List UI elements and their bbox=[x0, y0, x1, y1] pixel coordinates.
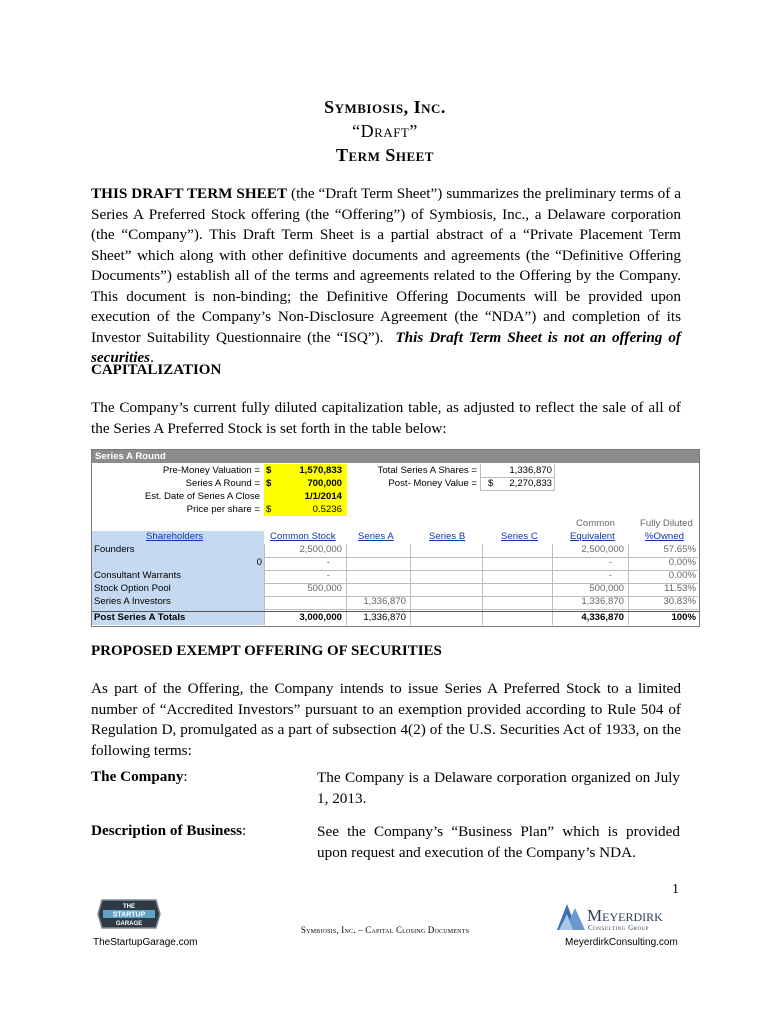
row-pct: 0.00% bbox=[668, 557, 696, 568]
meyerdirk-sub: Consulting Group bbox=[588, 924, 649, 932]
pre-money-label: Pre-Money Valuation = bbox=[162, 465, 260, 476]
row-series-a: 1,336,870 bbox=[363, 596, 406, 607]
term-value-company: The Company is a Delaware corporation organized on July 1, 2013. bbox=[317, 769, 680, 807]
price-value: 0.5236 bbox=[312, 504, 342, 515]
row-equivalent: - bbox=[608, 557, 612, 568]
term-label-company: The Company: bbox=[91, 768, 188, 785]
row-pct: 0.00% bbox=[668, 570, 696, 581]
capitalization-text: The Company’s current fully diluted capitalization table, as adjusted to reflect the sale of all of the Series A Preferred Stock is set forth in the table below: bbox=[91, 399, 681, 437]
draft-label: “Draft” bbox=[352, 121, 418, 141]
offering-text: As part of the Offering, the Company intends to issue Series A Preferred Stock to a limited number of “Accredited Investors” pursuant to an exemption provided according to Rule 504 of Regulation D, promulgated as a part of subsection 4(2) of the U.S. Securities Act of 1933, on the following terms: bbox=[91, 680, 681, 759]
row-name: Founders bbox=[94, 544, 135, 555]
col-top-common: Common bbox=[576, 518, 615, 529]
row-name: Stock Option Pool bbox=[94, 583, 171, 594]
close-date-label: Est. Date of Series A Close bbox=[144, 491, 260, 502]
col-shareholders: Shareholders bbox=[146, 531, 204, 542]
series-a-round-label: Series A Round = bbox=[185, 478, 260, 489]
row-name: Consultant Warrants bbox=[94, 570, 182, 581]
row-common: - bbox=[326, 570, 330, 581]
col-series-c: Series C bbox=[501, 531, 538, 542]
col-top-fully-diluted: Fully Diluted bbox=[640, 518, 693, 529]
totals-name: Post Series A Totals bbox=[94, 612, 186, 623]
term-value-business: See the Company’s “Business Plan” which is provided upon request and execution of the Company’s NDA. bbox=[317, 823, 680, 861]
row-common: - bbox=[326, 557, 330, 568]
footer-document-title: Symbiosis, Inc. – Capital Closing Documents bbox=[300, 925, 470, 935]
page-number: 1 bbox=[672, 882, 679, 897]
post-money-value: 2,270,833 bbox=[509, 478, 552, 489]
term-label-business: Description of Business: bbox=[91, 822, 247, 839]
post-money-label: Post- Money Value = bbox=[388, 478, 477, 489]
row-equivalent: 2,500,000 bbox=[581, 544, 624, 555]
price-label: Price per share = bbox=[186, 504, 260, 515]
intro-emphasis: This Draft Term Sheet is not an offering of securities bbox=[91, 328, 681, 366]
col-series-a: Series A bbox=[358, 531, 394, 542]
row-common: 500,000 bbox=[307, 583, 342, 594]
total-shares-label: Total Series A Shares = bbox=[377, 465, 477, 476]
cap-table bbox=[91, 449, 700, 627]
company-title: Symbiosis, Inc. bbox=[324, 97, 446, 117]
col-series-b: Series B bbox=[429, 531, 466, 542]
row-name: Series A Investors bbox=[94, 596, 171, 607]
total-shares-value: 1,336,870 bbox=[509, 465, 552, 476]
capitalization-heading: CAPITALIZATION bbox=[91, 362, 222, 378]
row-pct: 30.83% bbox=[663, 596, 696, 607]
logo-text-startup: STARTUP bbox=[112, 911, 146, 919]
close-date-value: 1/1/2014 bbox=[304, 491, 342, 502]
intro-tail: . bbox=[150, 349, 154, 366]
totals-common: 3,000,000 bbox=[299, 612, 342, 623]
currency-symbol: $ bbox=[488, 478, 494, 489]
cap-table-header: Series A Round bbox=[92, 450, 699, 463]
pre-money-value: 1,570,833 bbox=[299, 465, 342, 476]
title-block bbox=[0, 95, 770, 167]
row-equivalent: 1,336,870 bbox=[581, 596, 624, 607]
currency-symbol: $ bbox=[266, 478, 272, 489]
meyerdirk-name: Meyerdirk bbox=[587, 906, 663, 925]
row-common: 2,500,000 bbox=[299, 544, 342, 555]
startup-garage-url: TheStartupGarage.com bbox=[93, 937, 198, 948]
offering-heading: PROPOSED EXEMPT OFFERING OF SECURITIES bbox=[91, 643, 442, 659]
currency-symbol: $ bbox=[266, 504, 272, 515]
currency-symbol: $ bbox=[266, 465, 272, 476]
row-pct: 11.53% bbox=[664, 583, 696, 594]
col-common-stock: Common Stock bbox=[270, 531, 336, 542]
row-pct: 57.65% bbox=[663, 544, 696, 555]
row-equivalent: 500,000 bbox=[589, 583, 624, 594]
intro-lead: THIS DRAFT TERM SHEET bbox=[91, 185, 288, 202]
totals-series-a: 1,336,870 bbox=[363, 612, 406, 623]
intro-paragraph bbox=[91, 184, 681, 369]
logo-text-garage: GARAGE bbox=[115, 921, 143, 927]
logo-text-the: THE bbox=[123, 904, 135, 910]
meyerdirk-url: MeyerdirkConsulting.com bbox=[565, 937, 678, 948]
col-pct-owned: %Owned bbox=[645, 531, 684, 542]
totals-equivalent: 4,336,870 bbox=[581, 612, 624, 623]
row-name: 0 bbox=[256, 557, 262, 568]
intro-body: (the “Draft Term Sheet”) summarizes the preliminary terms of a Series A Preferred Stock offering (the “Offering”) of Symbiosis, Inc., a Delaware corporation (the “Company”). This Draft Term Sheet is a partial abstract of a “Private Placement Term Sheet” which along with other definitive documents and agreements (the “Definitive Offering Documents”) establish all of the terms and agreements related to the Offering by the Company. This document is non-binding; the Definitive Offering Documents will be provided upon execution of the Company’s Non-Disclosure Agreement (the “NDA”) and completion of its Investor Suitability Questionnaire (the “ISQ”). bbox=[91, 185, 681, 346]
row-equivalent: - bbox=[608, 570, 612, 581]
meyerdirk-logo bbox=[555, 898, 685, 934]
term-sheet-title: Term Sheet bbox=[336, 145, 434, 165]
series-a-round-value: 700,000 bbox=[307, 478, 342, 489]
col-equivalent: Equivalent bbox=[570, 531, 615, 542]
totals-pct: 100% bbox=[671, 612, 696, 623]
